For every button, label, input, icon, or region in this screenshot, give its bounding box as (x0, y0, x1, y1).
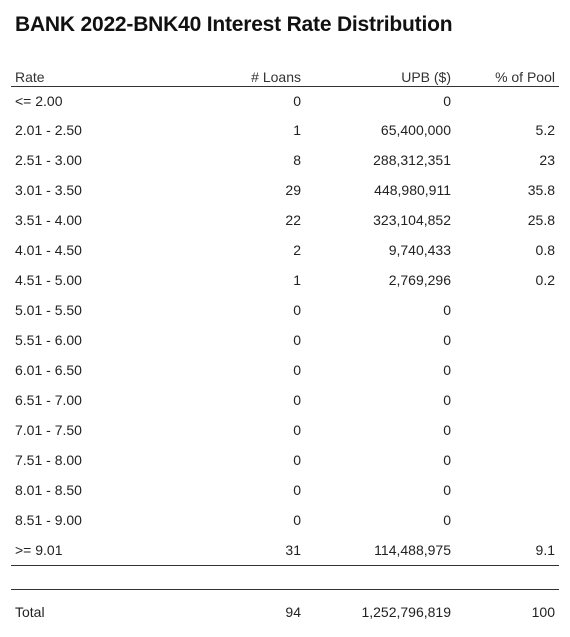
total-loans: 94 (207, 590, 305, 623)
cell-loans: 0 (293, 392, 301, 408)
cell-loans: 29 (285, 182, 301, 198)
cell-upb: 0 (443, 332, 451, 348)
cell-pct-of-pool (455, 385, 559, 415)
cell-pct-of-pool: 0.8 (535, 242, 555, 258)
table-row (11, 385, 559, 415)
cell-pct-of-pool: 25.8 (527, 212, 555, 228)
cell-upb: 65,400,000 (380, 122, 451, 138)
cell-pct-of-pool (455, 445, 559, 475)
cell-pct-of-pool (455, 325, 559, 355)
cell-loans: 0 (293, 362, 301, 378)
table-row (11, 535, 559, 566)
table-body (11, 87, 559, 566)
cell-pct-of-pool (455, 355, 559, 385)
cell-pct-of-pool (455, 87, 559, 116)
table-header-row (11, 61, 559, 87)
cell-upb: 2,769,296 (388, 272, 451, 288)
cell-pct-of-pool (455, 475, 559, 505)
cell-upb: 0 (443, 452, 451, 468)
cell-rate: 7.01 - 7.50 (15, 422, 82, 438)
cell-rate: <= 2.00 (15, 93, 63, 109)
cell-upb: 448,980,911 (374, 182, 451, 198)
cell-upb: 0 (443, 512, 451, 528)
table-row (11, 295, 559, 325)
table-row (11, 475, 559, 505)
cell-upb: 114,488,975 (374, 542, 451, 558)
cell-loans: 0 (293, 482, 301, 498)
cell-pct-of-pool: 0.2 (535, 272, 555, 288)
cell-rate: 8.51 - 9.00 (15, 512, 82, 528)
cell-upb: 0 (443, 482, 451, 498)
cell-rate: 5.01 - 5.50 (15, 302, 82, 318)
table-row (11, 265, 559, 295)
table-row (11, 445, 559, 475)
cell-loans: 0 (293, 422, 301, 438)
table-row (11, 145, 559, 175)
cell-rate: 2.51 - 3.00 (15, 152, 82, 168)
cell-upb: 288,312,351 (373, 152, 451, 168)
cell-upb: 9,740,433 (388, 242, 451, 258)
cell-pct-of-pool: 35.8 (527, 182, 555, 198)
cell-loans: 31 (285, 542, 301, 558)
cell-loans: 0 (293, 302, 301, 318)
cell-rate: 5.51 - 6.00 (15, 332, 82, 348)
cell-upb: 0 (443, 302, 451, 318)
header-rate: Rate (11, 61, 207, 87)
total-upb: 1,252,796,819 (305, 590, 455, 623)
cell-upb: 0 (443, 362, 451, 378)
cell-loans: 1 (293, 272, 301, 288)
total-label: Total (11, 590, 207, 623)
page-title: BANK 2022-BNK40 Interest Rate Distribution (15, 13, 453, 36)
table-row (11, 235, 559, 265)
cell-loans: 0 (293, 452, 301, 468)
cell-upb: 0 (443, 93, 451, 109)
table-row (11, 505, 559, 535)
table-total-row (11, 590, 559, 623)
table-row (11, 325, 559, 355)
cell-upb: 0 (443, 422, 451, 438)
cell-pct-of-pool: 9.1 (535, 542, 555, 558)
cell-loans: 0 (293, 332, 301, 348)
table-row (11, 87, 559, 116)
cell-loans: 0 (293, 512, 301, 528)
table-row (11, 205, 559, 235)
cell-rate: 6.01 - 6.50 (15, 362, 82, 378)
cell-pct-of-pool (455, 505, 559, 535)
cell-upb: 323,104,852 (373, 212, 451, 228)
cell-rate: 3.01 - 3.50 (15, 182, 82, 198)
rate-distribution-table (11, 61, 559, 622)
spacer-cell (11, 566, 559, 590)
table-row (11, 115, 559, 145)
cell-rate: 4.01 - 4.50 (15, 242, 82, 258)
header-pct-of-pool: % of Pool (455, 61, 559, 87)
cell-rate: 7.51 - 8.00 (15, 452, 82, 468)
cell-rate: 8.01 - 8.50 (15, 482, 82, 498)
cell-rate: 6.51 - 7.00 (15, 392, 82, 408)
cell-rate: 3.51 - 4.00 (15, 212, 82, 228)
cell-loans: 8 (293, 152, 301, 168)
header-upb: UPB ($) (305, 61, 455, 87)
cell-rate: >= 9.01 (15, 542, 63, 558)
cell-pct-of-pool (455, 295, 559, 325)
total-pct: 100 (455, 590, 559, 623)
cell-pct-of-pool (455, 415, 559, 445)
table-row (11, 415, 559, 445)
cell-loans: 22 (285, 212, 301, 228)
cell-loans: 2 (293, 242, 301, 258)
cell-pct-of-pool: 23 (539, 152, 555, 168)
cell-rate: 2.01 - 2.50 (15, 122, 82, 138)
cell-upb: 0 (443, 392, 451, 408)
header-loans: # Loans (207, 61, 305, 87)
cell-loans: 0 (293, 93, 301, 109)
cell-loans: 1 (293, 122, 301, 138)
table-row (11, 175, 559, 205)
cell-pct-of-pool: 5.2 (535, 122, 555, 138)
table-row (11, 355, 559, 385)
cell-rate: 4.51 - 5.00 (15, 272, 82, 288)
table-spacer-row (11, 566, 559, 590)
